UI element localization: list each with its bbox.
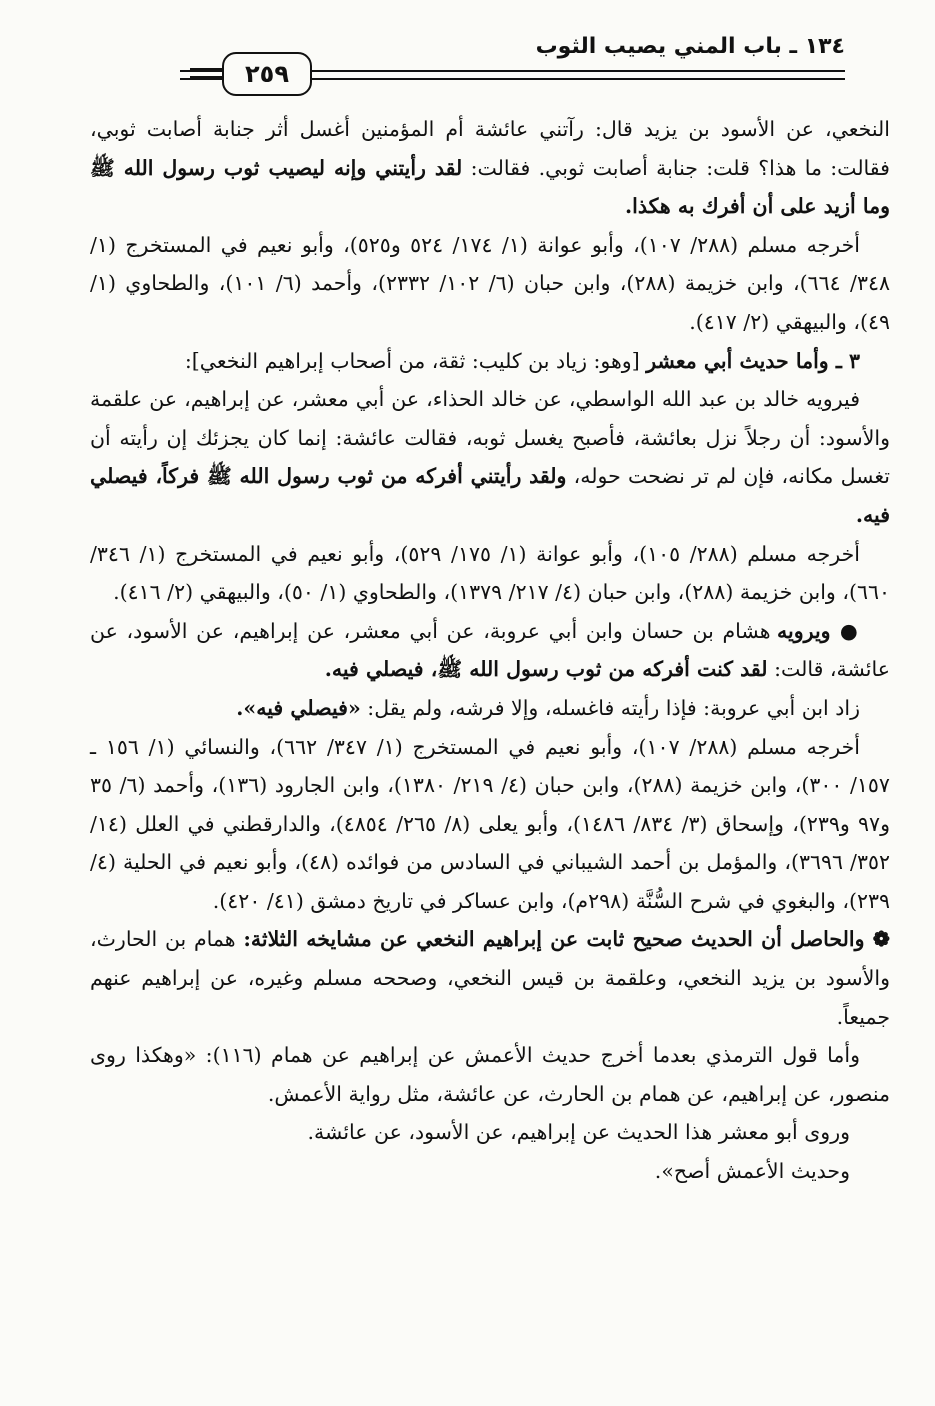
running-title: ١٣٤ ـ باب المني يصيب الثوب xyxy=(535,34,845,59)
paragraph: وأما قول الترمذي بعدما أخرج حديث الأعمش عن إبراهيم عن همام (١١٦): «وهكذا روى منصور، عن إبراهيم، عن همام بن الحارث، عن عائشة، مثل رواية الأعمش. xyxy=(90,1043,890,1106)
citation-paragraph: أخرجه مسلم (٢٨٨/ ١٠٧)، وأبو عوانة (١/ ١٧٤/ ٥٢٤ و٥٢٥)، وأبو نعيم في المستخرج (١/ ٣٤٨/ ٦٦٤)، وابن خزيمة (٢٨٨)، وابن حبان (٦/ ١٠٢/ ٢٣٣٢)، وأحمد (٦/ ١٠١)، والطحاوي (١/ ٤٩)، والبيهقي (٢/ ٤١٧). xyxy=(90,232,890,334)
citation-paragraph: أخرجه مسلم (٢٨٨/ ١٠٥)، وأبو عوانة (١/ ١٧٥/ ٥٢٩)، وأبو نعيم في المستخرج (١/ ٣٤٦/ ٦٦٠)، وابن خزيمة (٢٨٨)، وابن حبان (٤/ ٢١٧/ ١٣٧٩)، والطحاوي (١/ ٥٠)، والبيهقي (٢/ ٤١٦). xyxy=(90,541,890,605)
paragraph: ● ويرويه هشام بن حسان وابن أبي عروبة، عن أبي معشر، عن إبراهيم، عن الأسود، عن عائشة، قالت: لقد كنت أفركه من ثوب رسول الله ﷺ، فيصلي فيه. xyxy=(90,618,890,682)
quote-line: وروى أبو معشر هذا الحديث عن إبراهيم، عن الأسود، عن عائشة. xyxy=(307,1120,850,1145)
page-body xyxy=(90,110,890,1191)
page-header xyxy=(90,0,890,105)
paragraph: فيرويه خالد بن عبد الله الواسطي، عن خالد الحذاء، عن أبي معشر، عن إبراهيم، عن علقمة والأسود: أن رجلاً نزل بعائشة، فأصبح يغسل ثوبه، فقالت عائشة: إنما كان يجزئك إن رأيته أن تغسل مكانه، فإن لم تر نضحت حوله، ولقد رأيتني أفركه من ثوب رسول الله ﷺ فركاً، فيصلي فيه. xyxy=(90,387,890,527)
page-number: ٢٥٩ xyxy=(245,60,289,88)
page-number-badge xyxy=(222,52,312,96)
conclusion-paragraph: ❁ والحاصل أن الحديث صحيح ثابت عن إبراهيم النخعي عن مشايخه الثلاثة: همام بن الحارث، والأسود بن يزيد النخعي، وعلقمة بن قيس النخعي، وصححه مسلم وغيره، عن إبراهيم عنهم جميعاً. xyxy=(90,927,890,1029)
citation-paragraph: أخرجه مسلم (٢٨٨/ ١٠٧)، وأبو نعيم في المستخرج (١/ ٣٤٧/ ٦٦٢)، والنسائي (١/ ١٥٦ ـ ١٥٧/ ٣٠٠)، وابن خزيمة (٢٨٨)، وابن حبان (٤/ ٢١٩/ ١٣٨٠)، وابن الجارود (١٣٦)، وأحمد (٦/ ٣٥ و٩٧ و٢٣٩)، وإسحاق (٣/ ٨٣٤/ ١٤٨٦)، وأبو يعلى (٨/ ٢٦٥/ ٤٨٥٤)، والدارقطني في العلل (١٤/ ٣٥٢/ ٣٦٩٦)، والمؤمل بن أحمد الشيباني في السادس من فوائده (٤٨)، وأبو نعيم في الحلية (٤/ ٢٣٩)، والبغوي في شرح السُّنَّة (٢٩٨م)، وابن عساكر في تاريخ دمشق (٤١/ ٤٢٠). xyxy=(90,734,890,913)
paragraph: النخعي، عن الأسود بن يزيد قال: رآتني عائشة أم المؤمنين أغسل أثر جنابة أصابت ثوبي، فقالت: ما هذا؟ قلت: جنابة أصابت ثوبي. فقالت: لقد رأيتني وإنه ليصيب ثوب رسول الله ﷺ وما أزيد على أن أفرك به هكذا. xyxy=(90,117,890,219)
paragraph: زاد ابن أبي عروبة: فإذا رأيته فاغسله، وإلا فرشه، ولم يقل: «فيصلي فيه». xyxy=(236,695,860,720)
section-heading-paragraph: ٣ ـ وأما حديث أبي معشر [وهو: زياد بن كليب: ثقة، من أصحاب إبراهيم النخعي]: xyxy=(184,348,860,373)
header-rule-left xyxy=(190,68,224,78)
quote-line: وحديث الأعمش أصح». xyxy=(654,1159,850,1184)
